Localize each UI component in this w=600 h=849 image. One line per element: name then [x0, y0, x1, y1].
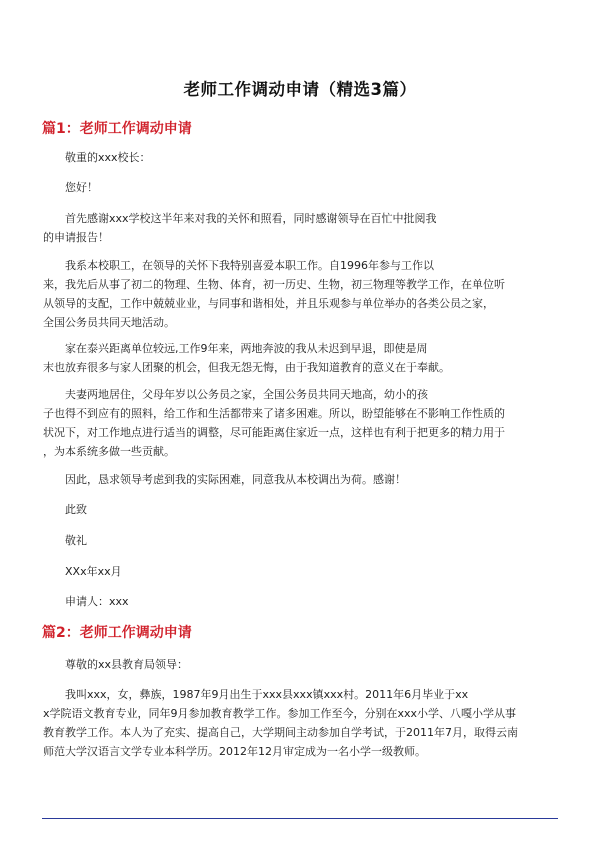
- paragraph-line: x学院语文教育专业，同年9月参加教育教学工作。参加工作至今，分别在xxx小学、八嘎小学从事: [43, 707, 517, 720]
- salutation-text: 敬重的xxx校长：: [65, 151, 151, 164]
- paragraph-line: 来，我先后从事了初二的物理、生物、体育，初一历史、生物，初三物理等教学工作，在单位听: [43, 278, 505, 291]
- salutation-text: 尊敬的xx县教育局领导：: [65, 658, 189, 671]
- paragraph-line: 师范大学汉语言文学专业本科学历。2012年12月审定成为一名小学一级教师。: [43, 745, 426, 758]
- section2-heading: 篇2：老师工作调动申请: [42, 625, 192, 641]
- paragraph-line: 我系本校职工，在领导的关怀下我特别喜爱本职工作。自1996年参与工作以: [65, 259, 434, 272]
- letter-date: [43, 562, 563, 581]
- applicant-text: 申请人：xxx: [65, 595, 129, 608]
- paragraph-line: 从领导的支配，工作中兢兢业业，与同事和谐相处，并且乐观参与单位举办的各类公员之家，: [43, 297, 494, 310]
- section1-paragraph-2: [43, 256, 563, 332]
- paragraph-line: 的申请报告！: [43, 231, 109, 244]
- paragraph-line: 教育教学工作。本人为了充实、提高自己，大学期间主动参加自学考试，于2011年7月，取得云南: [43, 726, 518, 739]
- greeting-text: 您好！: [65, 181, 98, 194]
- section2-paragraph-1: [43, 685, 563, 761]
- section1-paragraph-5: [43, 470, 563, 489]
- paragraph-line: 状况下，对工作地点进行适当的调整，尽可能距离住家近一点，这样也有利于把更多的精力用于: [43, 426, 505, 439]
- document-title: 老师工作调动申请（精选3篇）: [183, 80, 417, 99]
- section1-paragraph-1: [43, 209, 563, 247]
- footer-divider: [42, 818, 558, 819]
- paragraph-line: ，为本系统多做一些贡献。: [43, 445, 175, 458]
- section1-salutation: [43, 148, 563, 167]
- paragraph-line: 子也得不到应有的照料，给工作和生活都带来了诸多困难。所以，盼望能够在不影响工作性质的: [43, 407, 505, 420]
- paragraph-line: 全国公务员共同天地活动。: [43, 316, 175, 329]
- section1-heading: 篇1：老师工作调动申请: [42, 121, 192, 137]
- section2-salutation: [43, 655, 563, 674]
- paragraph-line: 夫妻两地居住，父母年岁以公务员之家，全国公务员共同天地高，幼小的孩: [65, 388, 428, 401]
- paragraph-line: 家在泰兴距离单位较远,工作9年来，两地奔波的我从未迟到早退，即使是周: [65, 342, 428, 355]
- closing-text: 此致: [65, 503, 87, 516]
- closing-text: 敬礼: [65, 534, 87, 547]
- paragraph-line: 我叫xxx，女，彝族，1987年9月出生于xxx县xxx镇xxx村。2011年6月毕业于xx: [65, 688, 469, 701]
- closing-jingli: [43, 531, 563, 550]
- applicant-signature: [43, 592, 563, 611]
- section1-paragraph-4: [43, 385, 563, 461]
- closing-cizhi: [43, 500, 563, 519]
- paragraph-line: 末也放弃很多与家人团聚的机会，但我无怨无悔，由于我知道教育的意义在于奉献。: [43, 361, 450, 374]
- paragraph-line: 因此，恳求领导考虑到我的实际困难，同意我从本校调出为荷。感谢！: [65, 473, 406, 486]
- date-text: XXx年xx月: [65, 565, 122, 578]
- section1-paragraph-3: [43, 339, 563, 377]
- section1-greeting: [43, 178, 563, 197]
- paragraph-line: 首先感谢xxx学校这半年来对我的关怀和照看，同时感谢领导在百忙中批阅我: [65, 212, 437, 225]
